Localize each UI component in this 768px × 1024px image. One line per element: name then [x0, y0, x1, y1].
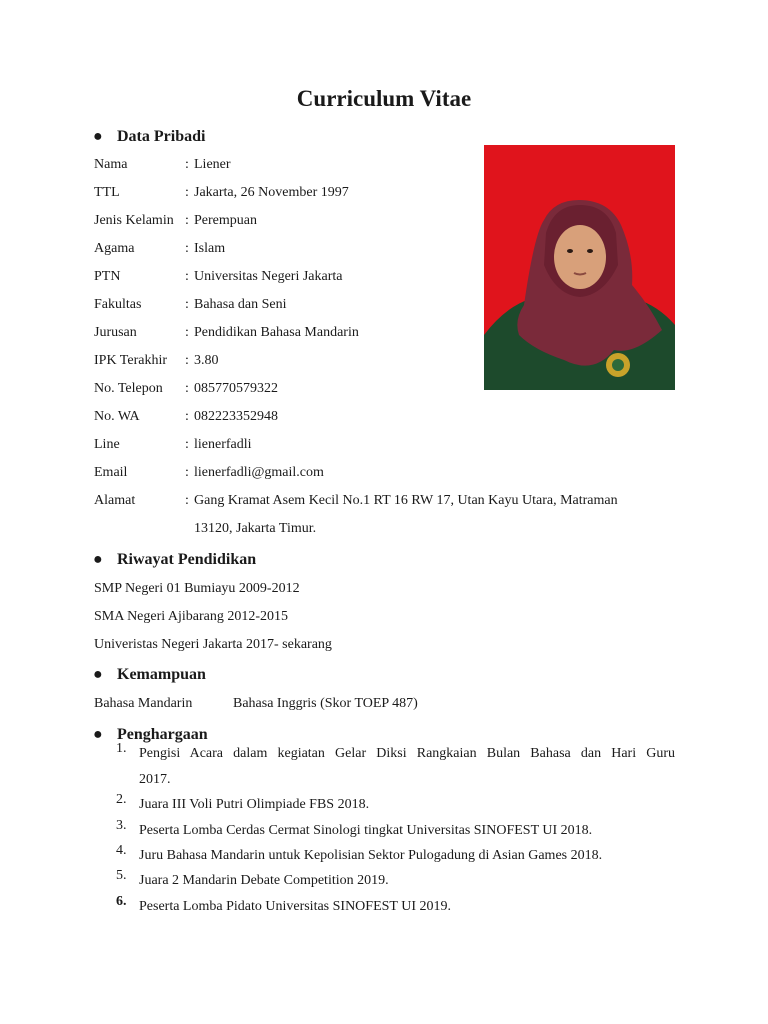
field-label: Line: [94, 437, 120, 452]
field-value: Liener: [194, 157, 231, 172]
section-title: Kemampuan: [117, 666, 206, 683]
award-text: Peserta Lomba Cerdas Cermat Sinologi tingkat Universitas SINOFEST UI 2018.: [139, 823, 593, 838]
section-heading-education: [93, 551, 257, 569]
field-label: No. Telepon: [94, 381, 163, 396]
skill-item: Bahasa Inggris (Skor TOEP 487): [233, 696, 418, 711]
field-value: lienerfadli: [194, 437, 252, 452]
field-label: No. WA: [94, 409, 140, 424]
section-title: Penghargaan: [117, 726, 208, 743]
field-separator: :: [185, 409, 189, 424]
field-value: Islam: [194, 241, 226, 256]
field-value: Bahasa dan Seni: [194, 297, 287, 312]
award-number: 6.: [116, 894, 127, 909]
section-heading-personal: [93, 128, 206, 146]
field-value: Perempuan: [194, 213, 257, 228]
award-number: 3.: [116, 818, 127, 833]
field-label: Agama: [94, 241, 135, 256]
award-text: Peserta Lomba Pidato Universitas SINOFEST UI 2019.: [139, 899, 451, 914]
page-title: Curriculum Vitae: [296, 86, 472, 111]
field-separator: :: [185, 269, 189, 284]
field-label: IPK Terakhir: [94, 353, 168, 368]
field-value: Pendidikan Bahasa Mandarin: [194, 325, 359, 340]
field-separator: :: [185, 157, 189, 172]
field-label: Email: [94, 465, 128, 480]
award-number: 4.: [116, 843, 127, 858]
award-text: 2017.: [139, 772, 171, 787]
field-separator: :: [185, 437, 189, 452]
bullet-icon: ●: [93, 666, 103, 683]
award-number: 2.: [116, 792, 127, 807]
section-title: Riwayat Pendidikan: [117, 551, 257, 568]
portrait-image: [484, 145, 675, 390]
bullet-icon: ●: [93, 726, 103, 743]
field-value: 082223352948: [194, 409, 278, 424]
field-label: Nama: [94, 157, 128, 172]
field-value: lienerfadli@gmail.com: [194, 465, 324, 480]
education-item: SMA Negeri Ajibarang 2012-2015: [94, 609, 289, 624]
field-separator: :: [185, 185, 189, 200]
field-separator: :: [185, 353, 189, 368]
award-number: 5.: [116, 868, 127, 883]
skill-item: Bahasa Mandarin: [94, 696, 193, 711]
field-value: Jakarta, 26 November 1997: [194, 185, 349, 200]
field-value: Gang Kramat Asem Kecil No.1 RT 16 RW 17, Utan Kayu Utara, Matraman: [194, 493, 618, 508]
award-text: Juru Bahasa Mandarin untuk Kepolisian Sektor Pulogadung di Asian Games 2018.: [139, 848, 603, 863]
award-text: Juara 2 Mandarin Debate Competition 2019.: [139, 873, 389, 888]
field-label: TTL: [94, 185, 120, 200]
field-value: 13120, Jakarta Timur.: [194, 521, 317, 536]
award-number: 1.: [116, 741, 127, 756]
field-separator: :: [185, 297, 189, 312]
field-separator: :: [185, 325, 189, 340]
field-separator: :: [185, 213, 189, 228]
field-value: 3.80: [194, 353, 219, 368]
section-heading-skills: [93, 666, 206, 684]
bullet-icon: ●: [93, 551, 103, 568]
award-text: Pengisi Acara dalam kegiatan Gelar Diksi Rangkaian Bulan Bahasa dan Hari Guru: [139, 746, 675, 761]
field-label: PTN: [94, 269, 121, 284]
profile-photo: [484, 145, 675, 390]
field-label: Jenis Kelamin: [94, 213, 174, 228]
field-separator: :: [185, 493, 189, 508]
field-value: Universitas Negeri Jakarta: [194, 269, 343, 284]
award-text: Juara III Voli Putri Olimpiade FBS 2018.: [139, 797, 370, 812]
field-label: Jurusan: [94, 325, 137, 340]
field-label: Alamat: [94, 493, 136, 508]
field-separator: :: [185, 381, 189, 396]
field-value: 085770579322: [194, 381, 278, 396]
section-title: Data Pribadi: [117, 128, 206, 145]
education-item: Univeristas Negeri Jakarta 2017- sekarang: [94, 637, 332, 652]
education-item: SMP Negeri 01 Bumiayu 2009-2012: [94, 581, 300, 596]
field-separator: :: [185, 241, 189, 256]
field-separator: :: [185, 465, 189, 480]
bullet-icon: ●: [93, 128, 103, 145]
field-label: Fakultas: [94, 297, 142, 312]
